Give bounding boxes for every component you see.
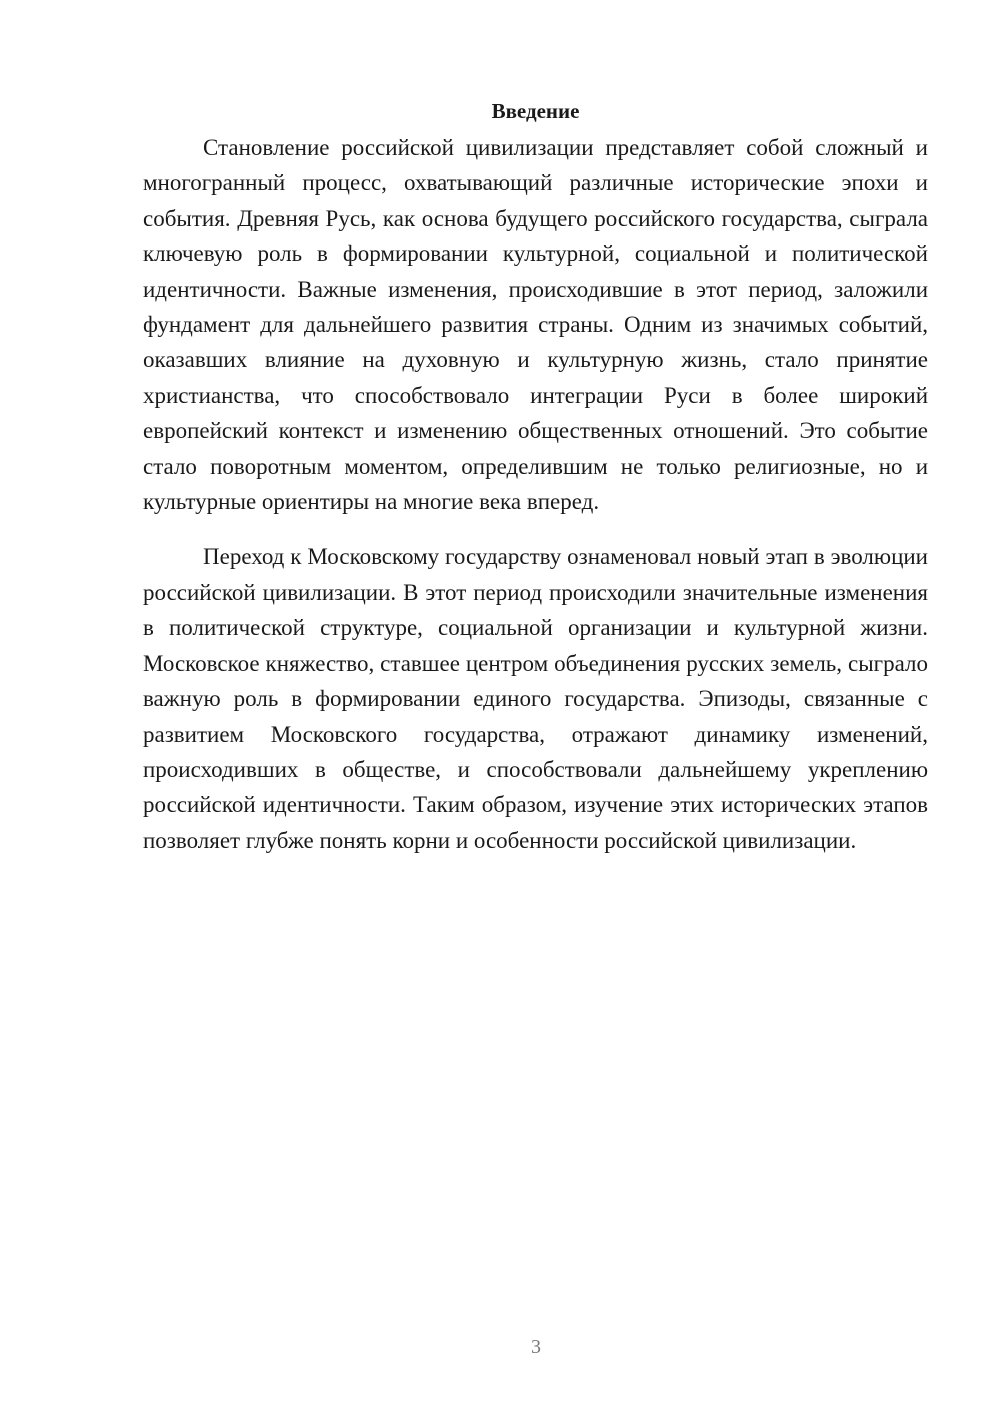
paragraph-2: Переход к Московскому государству ознаменовал новый этап в эволюции российской цивилизации. В этот период происходили значительные изменения в политической структуре, социальной организации и культурной жизни. Московское княжество, ставшее центром объединения русских земель, сыграло важную роль в формировании единого государства. Эпизоды, связанные с развитием Московского государства, отражают динамику изменений, происходивших в обществе, и способствовали дальнейшему укреплению российской идентичности. Таким образом, изучение этих исторических этапов позволяет глубже понять корни и особенности российской цивилизации. [143, 544, 928, 853]
section-heading: Введение [491, 99, 580, 123]
paragraph-1: Становление российской цивилизации представляет собой сложный и многогранный процесс, охватывающий различные исторические эпохи и события. Древняя Русь, как основа будущего российского государства, сыграла ключевую роль в формировании культурной, социальной и политической идентичности. Важные изменения, происходившие в этот период, заложили фундамент для дальнейшего развития страны. Одним из значимых событий, оказавших влияние на духовную и культурную жизнь, стало принятие христианства, что способствовало интеграции Руси в более широкий европейский контекст и изменению общественных отношений. Это событие стало поворотным моментом, определившим не только религиозные, но и культурные ориентиры на многие века вперед. [143, 135, 928, 515]
page-content [143, 96, 928, 858]
page-number: 3 [531, 1336, 541, 1358]
